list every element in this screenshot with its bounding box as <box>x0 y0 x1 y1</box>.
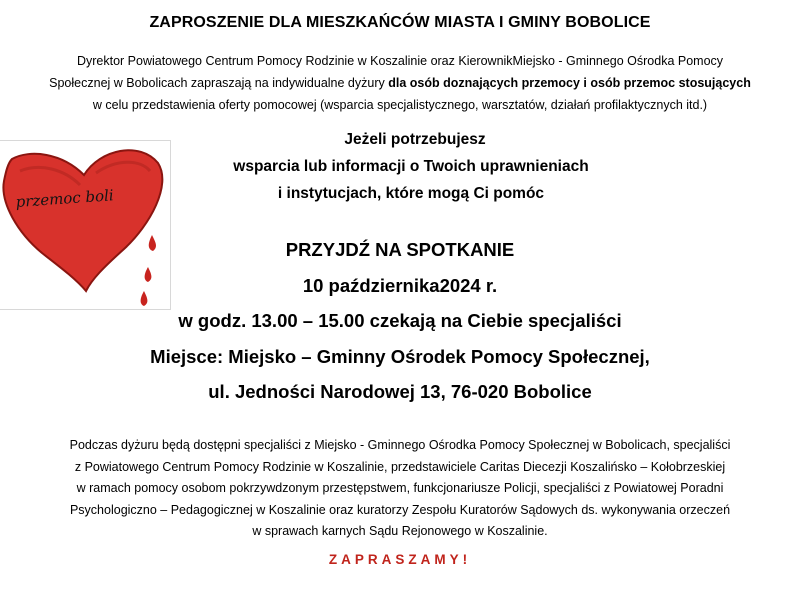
meeting-details <box>0 232 800 410</box>
outro-line-2: z Powiatowego Centrum Pomocy Rodzinie w Koszalinie, przedstawiciele Caritas Diecezji Koszalińsko – Kołobrzeskiej <box>74 459 726 474</box>
intro-line-3: w celu przedstawienia oferty pomocowej (wsparcia specjalistycznego, warsztatów, działań profilaktycznych itd.) <box>92 98 708 112</box>
outro-line-1: Podczas dyżuru będą dostępni specjaliści z Miejsko - Gminnego Ośrodka Pomocy Społecznej w Bobolicach, specjaliści <box>69 438 731 452</box>
meeting-hours: w godz. 13.00 – 15.00 czekają na Ciebie specjaliści <box>178 310 622 331</box>
support-line-3: i instytucjach, które mogą Ci pomóc <box>277 185 545 202</box>
outro-line-3: w ramach pomocy osobom pokrzywdzonym przestępstwem, funkcjonariusze Policji, specjaliści z Powiatowej Poradni <box>76 481 724 495</box>
intro-paragraph <box>0 50 800 116</box>
support-question <box>0 126 800 207</box>
outro-line-4: Psychologiczno – Pedagogicznej w Koszalinie oraz kuratorzy Zespołu Kuratorów Sądowych ds. wykonywania orzeczeń <box>69 502 731 517</box>
meeting-heading: PRZYJDŹ NA SPOTKANIE <box>285 239 515 260</box>
outro-line-5: w sprawach karnych Sądu Rejonowego w Koszalinie. <box>252 524 548 538</box>
heart-caption: przemoc boli <box>15 186 115 211</box>
intro-line-2-emphasis: dla osób doznających przemocy i osób przemoc stosujących <box>388 76 751 90</box>
meeting-place: Miejsce: Miejsko – Gminny Ośrodek Pomocy Społecznej, <box>150 345 650 367</box>
intro-line-2-text: Społecznej w Bobolicach zapraszają na indywidualne dyżury <box>49 76 389 90</box>
meeting-address: ul. Jedności Narodowej 13, 76-020 Bobolice <box>208 381 592 402</box>
support-line-2: wsparcia lub informacji o Twoich uprawnieniach <box>233 158 589 175</box>
intro-line-1: Dyrektor Powiatowego Centrum Pomocy Rodzinie w Koszalinie oraz KierownikMiejsko - Gminnego Ośrodka Pomocy <box>76 54 724 68</box>
intro-line-2 <box>0 72 800 94</box>
invitation-closing: ZAPRASZAMY! <box>328 552 472 567</box>
meeting-date: 10 października2024 r. <box>302 274 498 296</box>
support-line-1: Jeżeli potrzebujesz <box>344 131 486 148</box>
specialists-paragraph <box>0 435 800 543</box>
poster-title: ZAPROSZENIE DLA MIESZKAŃCÓW MIASTA I GMINY BOBOLICE <box>149 14 651 31</box>
